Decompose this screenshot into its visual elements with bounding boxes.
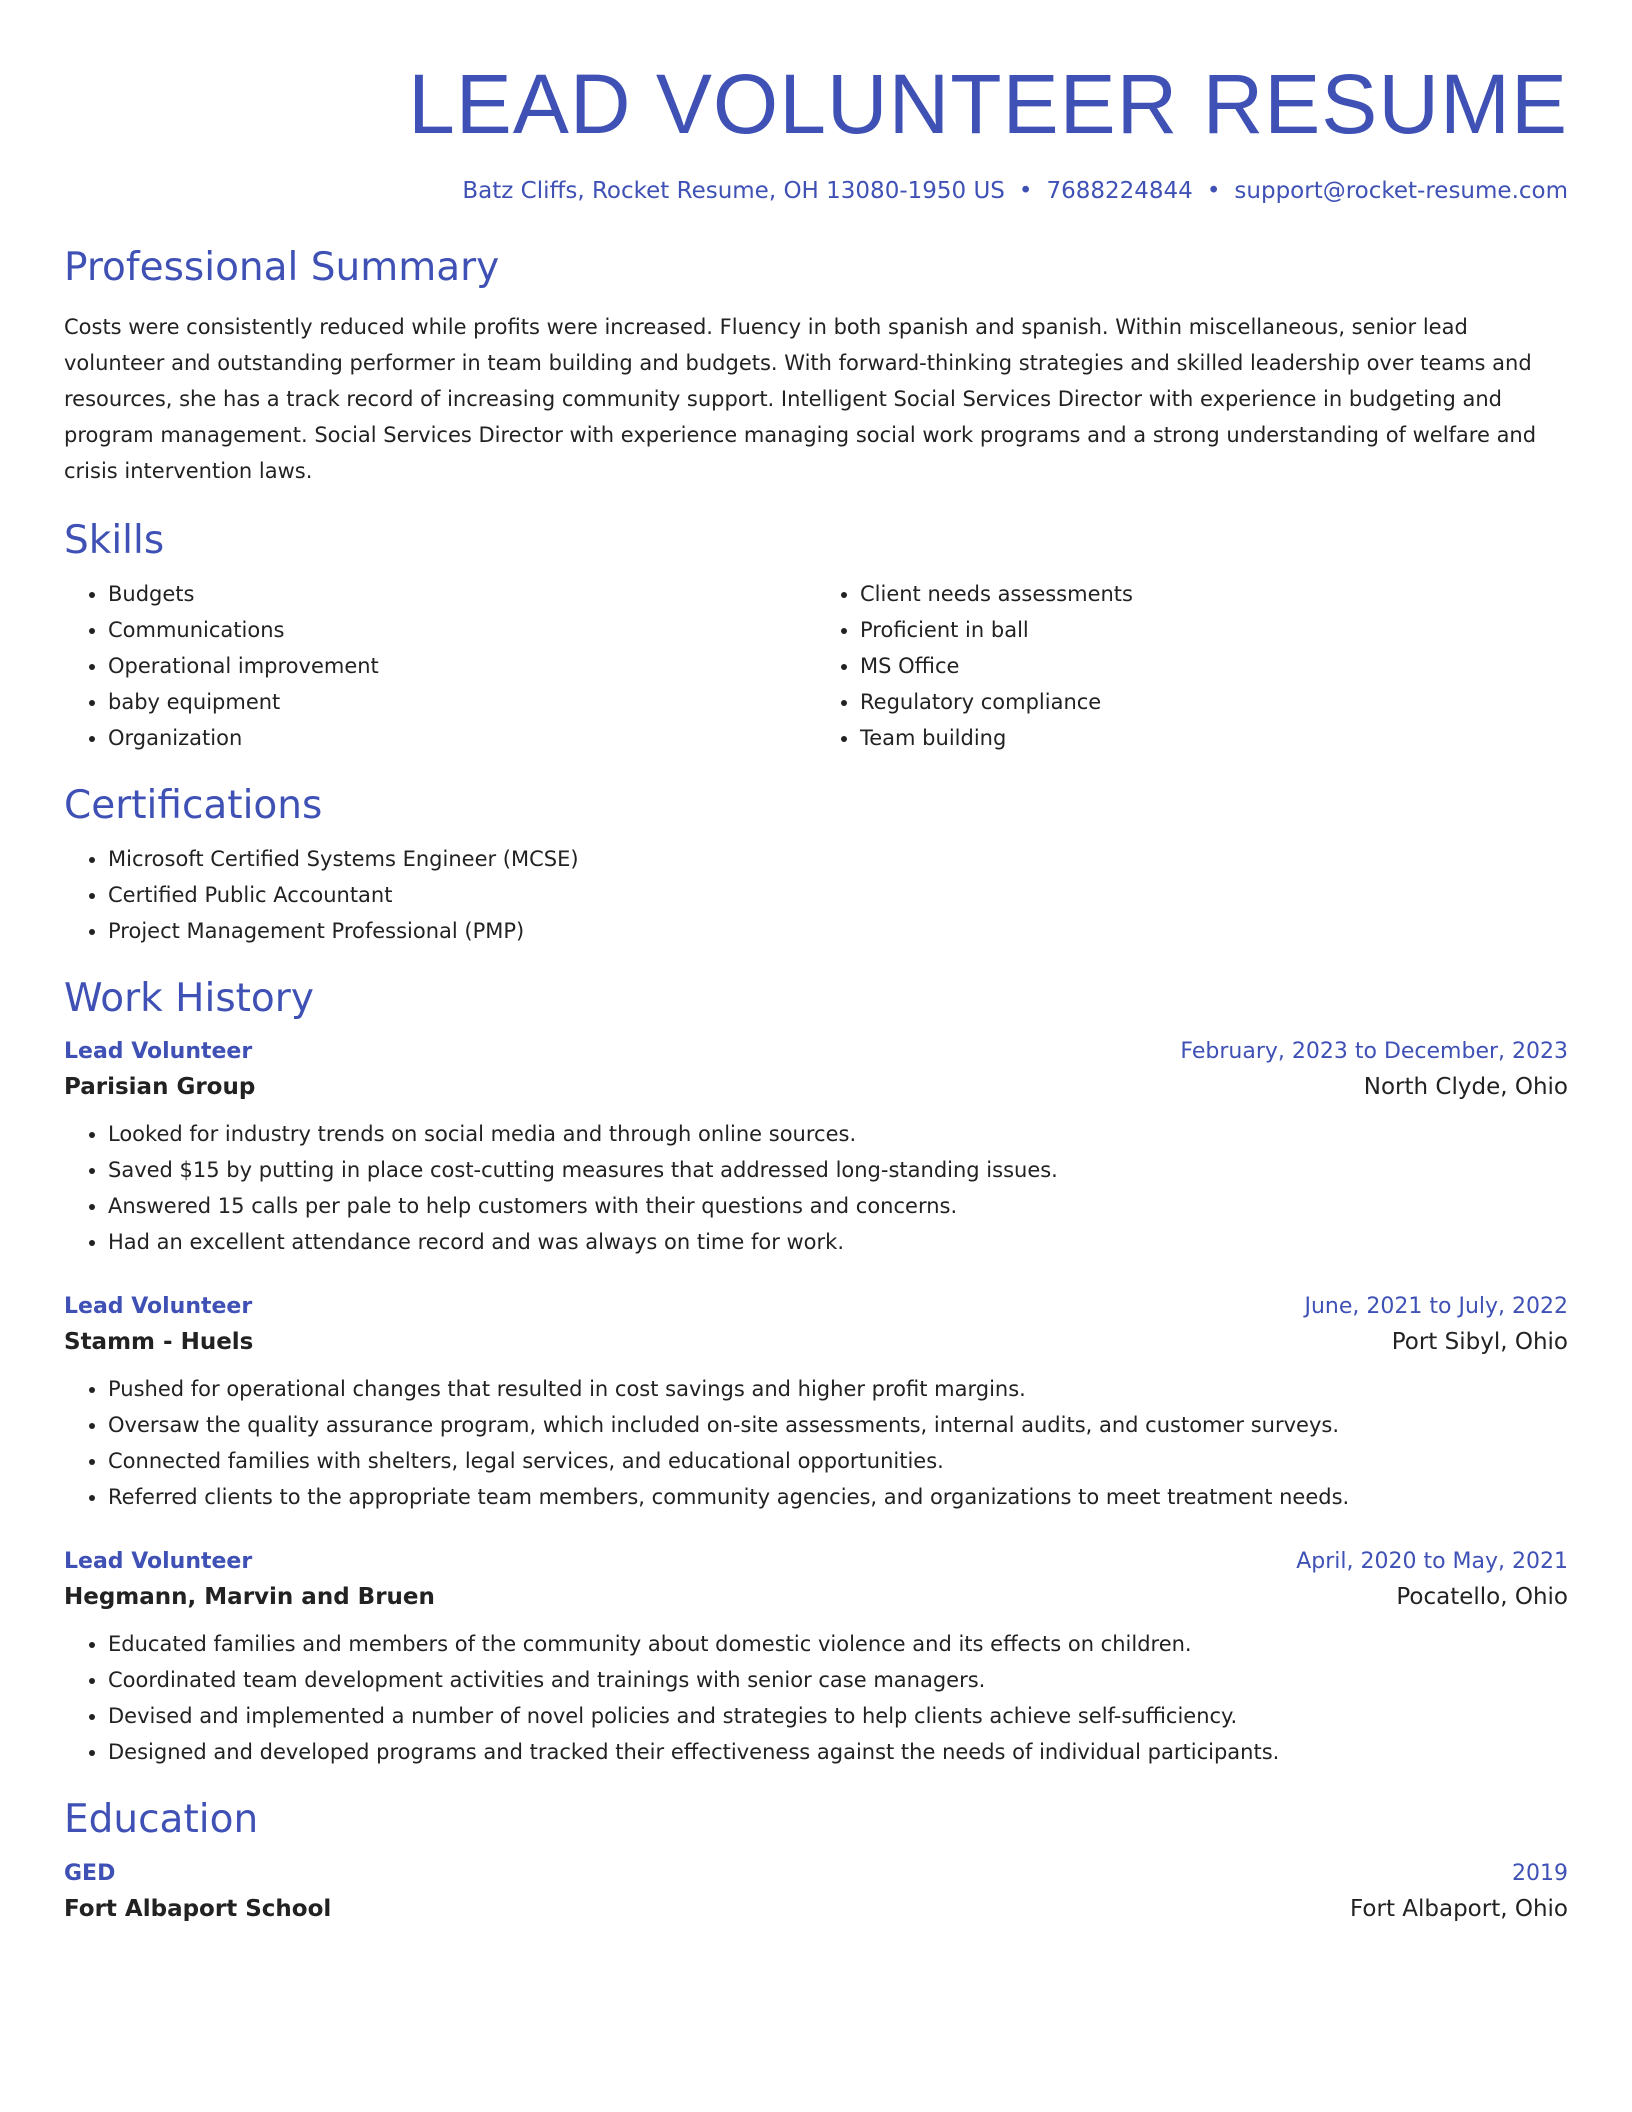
job-title-row: [64, 1039, 1568, 1064]
job-location: Pocatello, Ohio: [1396, 1584, 1568, 1611]
job-location: North Clyde, Ohio: [1363, 1074, 1568, 1101]
job-dates: April, 2020 to May, 2021: [1296, 1549, 1568, 1575]
skill-item: • Operational improvement: [108, 648, 816, 684]
job-bullet: • Referred clients to the appropriate team members, community agencies, and organizations to meet treatment needs.: [108, 1479, 1568, 1515]
resume-title: LEAD VOLUNTEER RESUME: [408, 57, 1568, 151]
certifications-heading: Certifications: [64, 782, 323, 828]
job-bullet: • Pushed for operational changes that resulted in cost savings and higher profit margins.: [108, 1371, 1568, 1407]
job-bullet: • Devised and implemented a number of novel policies and strategies to help clients achieve self-sufficiency.: [108, 1698, 1568, 1734]
work-history-section: [64, 975, 1568, 1771]
contact-line: [64, 177, 1568, 207]
education-entry: [64, 1861, 1568, 1922]
contact-address: Batz Cliffs, Rocket Resume, OH 13080-1950 US: [462, 177, 1005, 204]
certification-item: • Project Management Professional (PMP): [108, 913, 1568, 949]
skills-heading: Skills: [64, 518, 165, 564]
education-school: Fort Albaport School: [64, 1896, 332, 1923]
certifications-list: [64, 841, 1568, 949]
job-bullet: • Had an excellent attendance record and was always on time for work.: [108, 1224, 1568, 1260]
education-school-row: [64, 1896, 1568, 1922]
education-location: Fort Albaport, Ohio: [1350, 1896, 1568, 1923]
summary-heading: Professional Summary: [64, 245, 500, 291]
skill-item: • Budgets: [108, 576, 816, 612]
job-entry: [64, 1039, 1568, 1260]
skill-item: • Organization: [108, 720, 816, 756]
job-title-row: [64, 1294, 1568, 1319]
skills-list-left: [64, 576, 816, 756]
job-title: Lead Volunteer: [64, 1294, 253, 1320]
job-dates: June, 2021 to July, 2022: [1304, 1294, 1568, 1320]
job-bullet: • Saved $15 by putting in place cost-cutting measures that addressed long-standing issues.: [108, 1152, 1568, 1188]
education-year: 2019: [1512, 1861, 1568, 1887]
summary-text: Costs were consistently reduced while profits were increased. Fluency in both spanish and spanish. Within miscellaneous, senior lead volunteer and outstanding performer in team building and budgets. With forward-thinking strategies and skilled leadership over teams and resources, she has a track record of increasing community support. Intelligent Social Services Director with experience in budgeting and program management. Social Services Director with experience managing social work programs and a strong understanding of welfare and crisis intervention laws.: [64, 315, 1537, 484]
job-company: Parisian Group: [64, 1074, 256, 1101]
job-bullet: • Educated families and members of the community about domestic violence and its effects on children.: [108, 1626, 1568, 1662]
job-bullet: • Looked for industry trends on social media and through online sources.: [108, 1116, 1568, 1152]
contact-separator: •: [1206, 177, 1221, 204]
certifications-section: [64, 782, 1568, 949]
job-bullets: [64, 1626, 1568, 1770]
skill-item: • Regulatory compliance: [860, 684, 1568, 720]
skills-list-right: [816, 576, 1568, 756]
job-company-row: [64, 1584, 1568, 1610]
contact-separator: •: [1018, 177, 1033, 204]
job-bullet: • Coordinated team development activities and trainings with senior case managers.: [108, 1662, 1568, 1698]
job-location: Port Sibyl, Ohio: [1391, 1329, 1568, 1356]
job-bullets: [64, 1116, 1568, 1260]
job-bullet: • Answered 15 calls per pale to help customers with their questions and concerns.: [108, 1188, 1568, 1224]
work-history-heading: Work History: [64, 975, 314, 1021]
job-dates: February, 2023 to December, 2023: [1180, 1039, 1568, 1065]
certification-item: • Microsoft Certified Systems Engineer (MCSE): [108, 841, 1568, 877]
skills-column-left: [64, 576, 816, 756]
job-title: Lead Volunteer: [64, 1039, 253, 1065]
job-entry: [64, 1549, 1568, 1770]
education-heading: Education: [64, 1797, 259, 1843]
job-company-row: [64, 1329, 1568, 1355]
job-bullet: • Designed and developed programs and tracked their effectiveness against the needs of individual participants.: [108, 1734, 1568, 1770]
contact-phone: 7688224844: [1046, 177, 1193, 204]
skill-item: • Proficient in ball: [860, 612, 1568, 648]
skills-section: [64, 517, 1568, 756]
education-section: [64, 1796, 1568, 1922]
job-title-row: [64, 1549, 1568, 1574]
skill-item: • baby equipment: [108, 684, 816, 720]
job-bullet: • Connected families with shelters, legal services, and educational opportunities.: [108, 1443, 1568, 1479]
skill-item: • Team building: [860, 720, 1568, 756]
certification-item: • Certified Public Accountant: [108, 877, 1568, 913]
skill-item: • Communications: [108, 612, 816, 648]
contact-email: support@rocket-resume.com: [1234, 177, 1568, 204]
skill-item: • Client needs assessments: [860, 576, 1568, 612]
skills-column-right: [816, 576, 1568, 756]
skill-item: • MS Office: [860, 648, 1568, 684]
job-company: Hegmann, Marvin and Bruen: [64, 1584, 435, 1611]
job-company-row: [64, 1074, 1568, 1100]
education-degree: GED: [64, 1861, 116, 1887]
skills-grid: [64, 576, 1568, 756]
summary-section: [64, 244, 1568, 489]
job-title: Lead Volunteer: [64, 1549, 253, 1575]
resume-header: [64, 56, 1568, 206]
job-company: Stamm - Huels: [64, 1329, 254, 1356]
job-bullet: • Oversaw the quality assurance program, which included on-site assessments, internal audits, and customer surveys.: [108, 1407, 1568, 1443]
education-degree-row: [64, 1861, 1568, 1886]
job-entry: [64, 1294, 1568, 1515]
job-bullets: [64, 1371, 1568, 1515]
